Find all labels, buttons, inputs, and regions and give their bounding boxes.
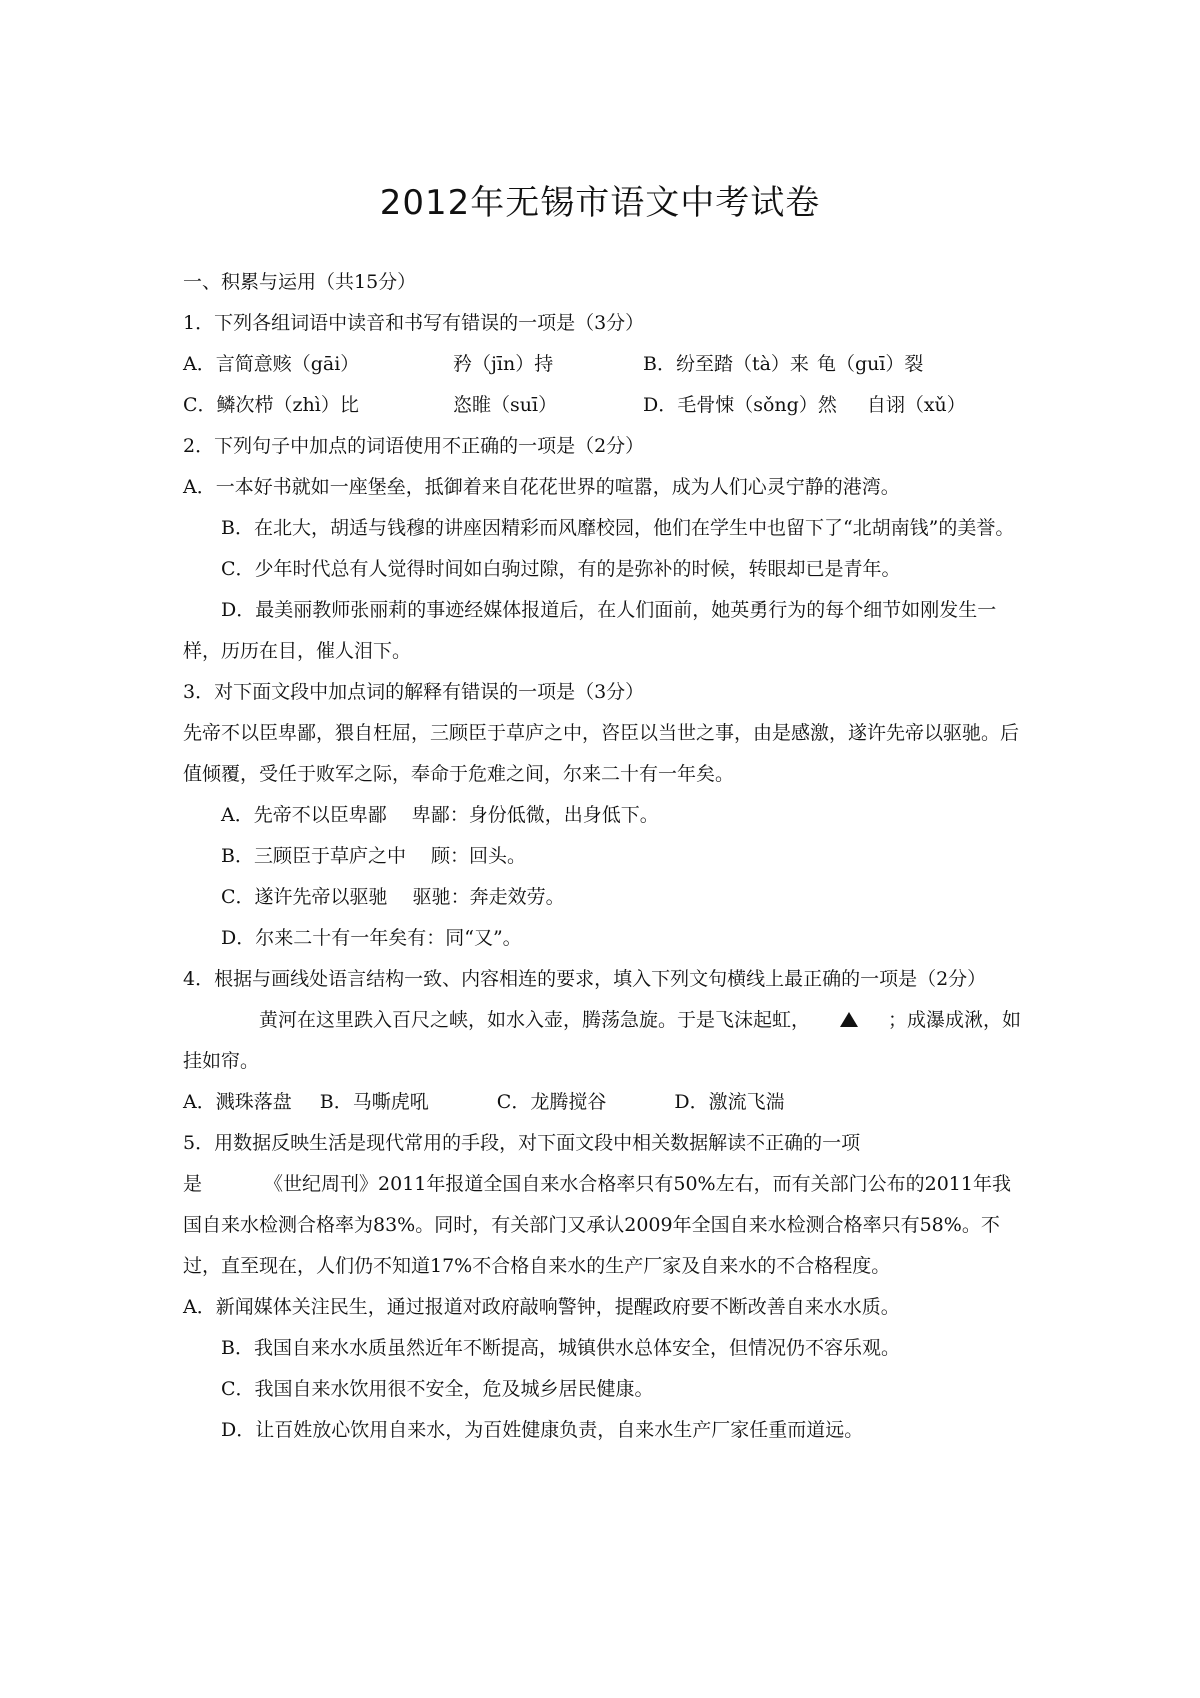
q5-option-b: B．我国自来水水质虽然近年不断提高，城镇供水总体安全，但情况仍不容乐观。 [221, 1337, 900, 1359]
q3-option-c: C．遂许先帝以驱驰 驱驰：奔走效劳。 [221, 886, 565, 908]
q1-option-c-2: 恣睢（suī） [453, 394, 558, 416]
q5-option-c: C．我国自来水饮用很不安全，危及城乡居民健康。 [221, 1378, 654, 1400]
q3-passage: 先帝不以臣卑鄙，猥自枉屈，三顾臣于草庐之中，咨臣以当世之事，由是感激，遂许先帝以驱驰。后值倾覆，受任于败军之际，奉命于危难之间，尔来二十有一年矣。 [183, 722, 1020, 785]
section-heading: 一、积累与运用（共15分） [183, 271, 417, 293]
question-5-stem: 5．用数据反映生活是现代常用的手段，对下面文段中相关数据解读不正确的一项 [183, 1132, 861, 1154]
q4-passage-before: 黄河在这里跌入百尺之峡，如水入壶，腾荡急旋。于是飞沫起虹， [259, 1009, 811, 1031]
blank-triangle-icon [840, 1012, 858, 1027]
question-1-stem: 1．下列各组词语中读音和书写有错误的一项是（3分） [183, 312, 645, 334]
q4-option-b: B．马嘶虎吼 [319, 1091, 429, 1113]
q3-option-d: D．尔来二十有一年矣有：同“又”。 [221, 927, 522, 949]
q1-option-a-2: 矜（jīn）持 [453, 353, 554, 375]
q5-option-a: A．新闻媒体关注民生，通过报道对政府敲响警钟，提醒政府要不断改善自来水水质。 [183, 1296, 900, 1318]
q2-option-b: B．在北大，胡适与钱穆的讲座因精彩而风靡校园，他们在学生中也留下了“北胡南钱”的美誉。 [221, 517, 1015, 539]
question-4-options [183, 1082, 1028, 1123]
q4-passage [183, 1000, 1028, 1082]
q5-passage-text: 《世纪周刊》2011年报道全国自来水合格率只有50%左右，而有关部门公布的2011年我国自来水检测合格率为83%。同时，有关部门又承认2009年全国自来水检测合格率只有58%。不过，直至现在，人们仍不知道17%不合格自来水的生产厂家及自来水的不合格程度。 [183, 1173, 1011, 1277]
q2-option-a: A．一本好书就如一座堡垒，抵御着来自花花世界的喧嚣，成为人们心灵宁静的港湾。 [183, 476, 900, 498]
exam-content [183, 262, 1028, 1451]
q3-option-b: B．三顾臣于草庐之中 顾：回头。 [221, 845, 527, 867]
q3-option-a: A．先帝不以臣卑鄙 卑鄙：身份低微，出身低下。 [221, 804, 659, 826]
question-3-stem: 3．对下面文段中加点词的解释有错误的一项是（3分） [183, 681, 645, 703]
q4-option-c: C．龙腾搅谷 [496, 1091, 607, 1113]
question-1-options-row-1 [183, 344, 1028, 385]
question-2-stem: 2．下列句子中加点的词语使用不正确的一项是（2分） [183, 435, 645, 457]
q4-option-a: A．溅珠落盘 [183, 1091, 292, 1113]
q1-option-d-1: D．毛骨悚（sǒng）然 [643, 394, 837, 416]
q1-option-c-1: C．鳞次栉（zhì）比 [183, 394, 359, 416]
q1-option-b-1: B．纷至踏（tà）来 [643, 353, 809, 375]
q4-option-d: D．激流飞湍 [674, 1091, 785, 1113]
page-title: 2012年无锡市语文中考试卷 [379, 183, 821, 223]
q1-option-d-2: 自诩（xǔ） [866, 394, 966, 416]
q2-option-c: C．少年时代总有人觉得时间如白驹过隙，有的是弥补的时候，转眼却已是青年。 [221, 558, 901, 580]
question-1-options-row-2 [183, 385, 1028, 426]
q5-passage-lead: 是 [183, 1173, 203, 1195]
q4-passage-after: ；成瀑成湫，如挂如帘。 [183, 1009, 1022, 1072]
q5-option-d: D．让百姓放心饮用自来水，为百姓健康负责，自来水生产厂家任重而道远。 [221, 1419, 864, 1441]
question-4-stem: 4．根据与画线处语言结构一致、内容相连的要求，填入下列文句横线上最正确的一项是（2分） [183, 968, 987, 990]
q2-option-d: D．最美丽教师张丽莉的事迹经媒体报道后，在人们面前，她英勇行为的每个细节如刚发生一样，历历在目，催人泪下。 [183, 599, 997, 662]
q1-option-a-1: A．言简意赅（gāi） [183, 353, 360, 375]
q5-passage [183, 1164, 1028, 1287]
q1-option-b-2: 龟（guī）裂 [816, 353, 924, 375]
